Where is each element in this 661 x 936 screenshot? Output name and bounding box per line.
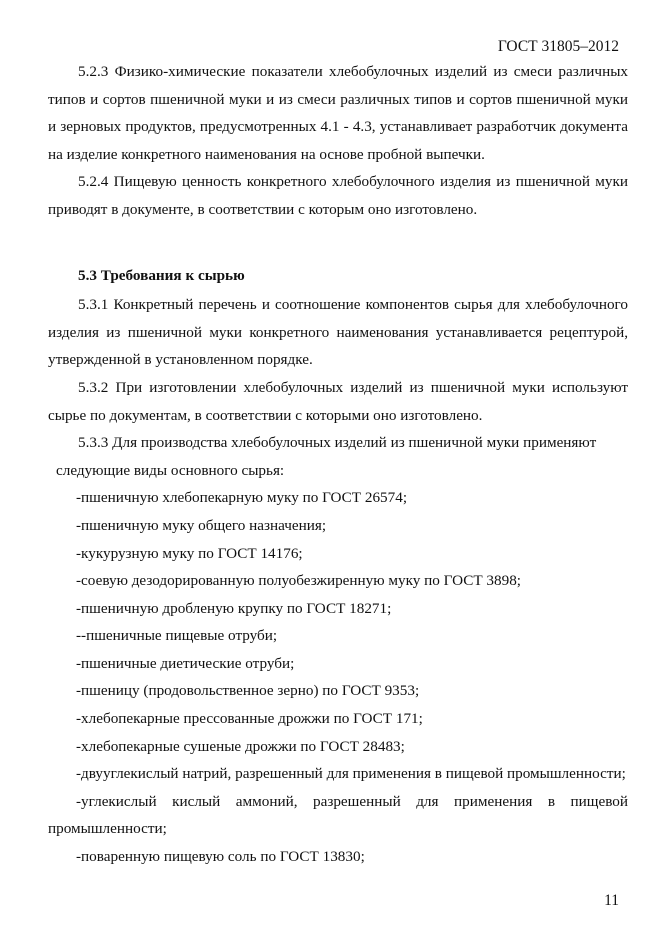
list-item: -пшеничную дробленую крупку по ГОСТ 18271; — [76, 599, 392, 617]
paragraph-5-3-1: 5.3.1 Конкретный перечень и соотношение компонентов сырья для хлебобулочного изделия из пшеничной муки конкретного наименования устанавливается рецептурой, утвержденной в установленном порядке. — [48, 296, 628, 369]
list-item: -кукурузную муку по ГОСТ 14176; — [76, 544, 303, 562]
list-item: -хлебопекарные сушеные дрожжи по ГОСТ 28483; — [76, 737, 405, 755]
paragraph-5-3-3-continuation: следующие виды основного сырья: — [56, 461, 285, 479]
raw-materials-list — [48, 484, 628, 870]
paragraph-5-3-3: 5.3.3 Для производства хлебобулочных изделий из пшеничной муки применяют — [78, 434, 597, 452]
page-number: 11 — [604, 892, 619, 909]
list-item: -пшеницу (продовольственное зерно) по ГОСТ 9353; — [76, 682, 420, 700]
list-item: -хлебопекарные прессованные дрожжи по ГОСТ 171; — [76, 710, 423, 728]
list-item: -соевую дезодорированную полуобезжиренную муку по ГОСТ 3898; — [76, 572, 522, 590]
document-body — [48, 58, 628, 871]
list-item: -пшеничную хлебопекарную муку по ГОСТ 26574; — [76, 489, 408, 507]
paragraph-5-2-4: 5.2.4 Пищевую ценность конкретного хлебобулочного изделия из пшеничной муки приводят в документе, в соответствии с которым оно изготовлено. — [48, 173, 628, 218]
document-code: ГОСТ 31805–2012 — [497, 38, 619, 55]
list-item: -пшеничную муку общего назначения; — [76, 516, 327, 534]
list-item: -двууглекислый натрий, разрешенный для применения в пищевой промышленности; — [76, 765, 626, 783]
list-item: --пшеничные пищевые отруби; — [76, 627, 278, 645]
list-item: -пшеничные диетические отруби; — [76, 654, 295, 672]
list-item: -углекислый кислый аммоний, разрешенный для применения в пищевой промышленности; — [48, 792, 628, 838]
paragraph-5-2-3: 5.2.3 Физико-химические показатели хлебобулочных изделий из смеси различных типов и сортов пшеничной муки и из смеси различных типов и сортов пшеничной муки и зерновых продуктов, предусмотренных 4.1 - 4.3, устанавливает разработчик документа на изделие конкретного наименования на основе пробной выпечки. — [48, 63, 628, 163]
paragraph-5-3-2: 5.3.2 При изготовлении хлебобулочных изделий из пшеничной муки используют сырье по документам, в соответствии с которыми оно изготовлено. — [48, 378, 628, 424]
section-heading-5-3: 5.3 Требования к сырью — [78, 266, 245, 284]
list-item: -поваренную пищевую соль по ГОСТ 13830; — [76, 848, 365, 866]
